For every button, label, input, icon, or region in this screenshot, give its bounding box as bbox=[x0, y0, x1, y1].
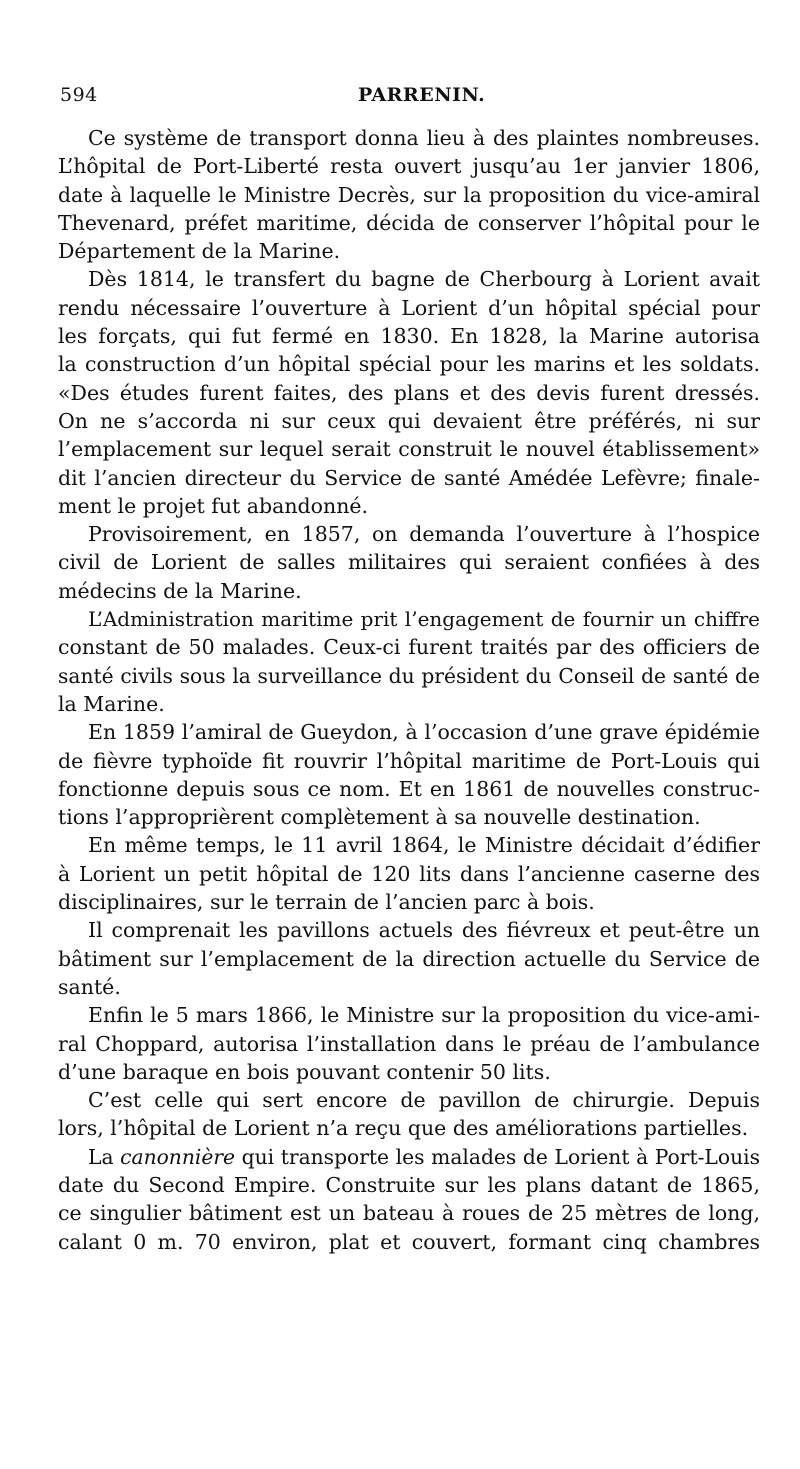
text-line: santé civils sous la surveillance du président du Conseil de santé de bbox=[58, 663, 760, 688]
text-line: tions l’approprièrent complètement à sa nouvelle destination. bbox=[58, 805, 701, 830]
text-line: calant 0 m. 70 environ, plat et couvert, formant cinq chambres bbox=[58, 1229, 760, 1254]
text-line: L’Administration maritime prit l’engagement de fournir un chiffre bbox=[88, 607, 760, 632]
text-line: bâtiment sur l’emplacement de la direction actuelle du Service de bbox=[58, 946, 760, 971]
paragraph bbox=[58, 605, 760, 718]
page-number: 594 bbox=[60, 84, 98, 106]
text-line: L’hôpital de Port-Liberté resta ouvert jusqu’au 1er janvier 1806, bbox=[58, 154, 760, 179]
paragraph bbox=[58, 1001, 760, 1086]
text-line: l’emplacement sur lequel serait construit le nouvel établissement» bbox=[58, 437, 760, 462]
paragraph bbox=[58, 831, 760, 916]
text-line: date du Second Empire. Construite sur les plans datant de 1865, bbox=[58, 1172, 760, 1197]
text-line: médecins de la Marine. bbox=[58, 578, 302, 603]
text-line: santé. bbox=[58, 974, 121, 999]
text-line: lors, l’hôpital de Lorient n’a reçu que des améliorations partielles. bbox=[58, 1116, 749, 1141]
text-line: ral Choppard, autorisa l’installation dans le préau de l’ambulance bbox=[58, 1031, 760, 1056]
text-line: Il comprenait les pavillons actuels des fiévreux et peut-être un bbox=[88, 918, 760, 943]
paragraph bbox=[58, 520, 760, 605]
text-line: «Des études furent faites, des plans et des devis furent dressés. bbox=[58, 380, 760, 405]
text-line: La canonnière qui transporte les malades de Lorient à Port-Louis bbox=[88, 1144, 760, 1169]
text-line: ce singulier bâtiment est un bateau à roues de 25 mètres de long, bbox=[58, 1201, 760, 1226]
text-line: En même temps, le 11 avril 1864, le Ministre décidait d’édifier bbox=[88, 833, 760, 858]
text-line: Dès 1814, le transfert du bagne de Cherbourg à Lorient avait bbox=[88, 267, 760, 292]
text-line: constant de 50 malades. Ceux-ci furent traités par des officiers de bbox=[58, 635, 760, 660]
italic-term: canonnière bbox=[120, 1144, 236, 1169]
paragraph bbox=[58, 1143, 760, 1256]
paragraph bbox=[58, 916, 760, 1001]
text-line: à Lorient un petit hôpital de 120 lits dans l’ancienne caserne des bbox=[58, 861, 760, 886]
text-line: dit l’ancien directeur du Service de santé Amédée Lefèvre; finale- bbox=[58, 465, 760, 490]
text-line: d’une baraque en bois pouvant contenir 50 lits. bbox=[58, 1059, 551, 1084]
text-line: disciplinaires, sur le terrain de l’ancien parc à bois. bbox=[58, 890, 595, 915]
text-line: date à laquelle le Ministre Decrès, sur la proposition du vice-amiral bbox=[58, 182, 760, 207]
text-line: civil de Lorient de salles militaires qui seraient confiées à des bbox=[58, 550, 760, 575]
text-line: On ne s’accorda ni sur ceux qui devaient être préférés, ni sur bbox=[58, 408, 760, 433]
running-head bbox=[60, 84, 760, 110]
text-line: fonctionne depuis sous ce nom. Et en 1861 de nouvelles construc- bbox=[58, 776, 760, 801]
text-line: de fièvre typhoïde fit rouvrir l’hôpital maritime de Port-Louis qui bbox=[58, 748, 760, 773]
paragraph bbox=[58, 718, 760, 831]
paragraph bbox=[58, 124, 760, 265]
text-line: En 1859 l’amiral de Gueydon, à l’occasion d’une grave épidémie bbox=[88, 720, 760, 745]
text-line: Provisoirement, en 1857, on demanda l’ouverture à l’hospice bbox=[88, 522, 760, 547]
text-line: Département de la Marine. bbox=[58, 239, 341, 264]
text-line: Enfin le 5 mars 1866, le Ministre sur la proposition du vice-ami- bbox=[88, 1003, 760, 1028]
running-title: PARRENIN. bbox=[358, 84, 486, 106]
text-line: rendu nécessaire l’ouverture à Lorient d’un hôpital spécial pour bbox=[58, 295, 760, 320]
paragraph bbox=[58, 1086, 760, 1143]
text-line: ment le projet fut abandonné. bbox=[58, 493, 369, 518]
text-line: C’est celle qui sert encore de pavillon de chirurgie. Depuis bbox=[88, 1088, 760, 1113]
text-line: Thevenard, préfet maritime, décida de conserver l’hôpital pour le bbox=[58, 210, 760, 235]
text-line: Ce système de transport donna lieu à des plaintes nombreuses. bbox=[88, 126, 760, 150]
text-line: la Marine. bbox=[58, 691, 165, 716]
text-line: les forçats, qui fut fermé en 1830. En 1828, la Marine autorisa bbox=[58, 324, 760, 349]
body-text bbox=[58, 124, 760, 1256]
paragraph bbox=[58, 265, 760, 520]
text-line: la construction d’un hôpital spécial pour les marins et les soldats. bbox=[58, 352, 760, 377]
